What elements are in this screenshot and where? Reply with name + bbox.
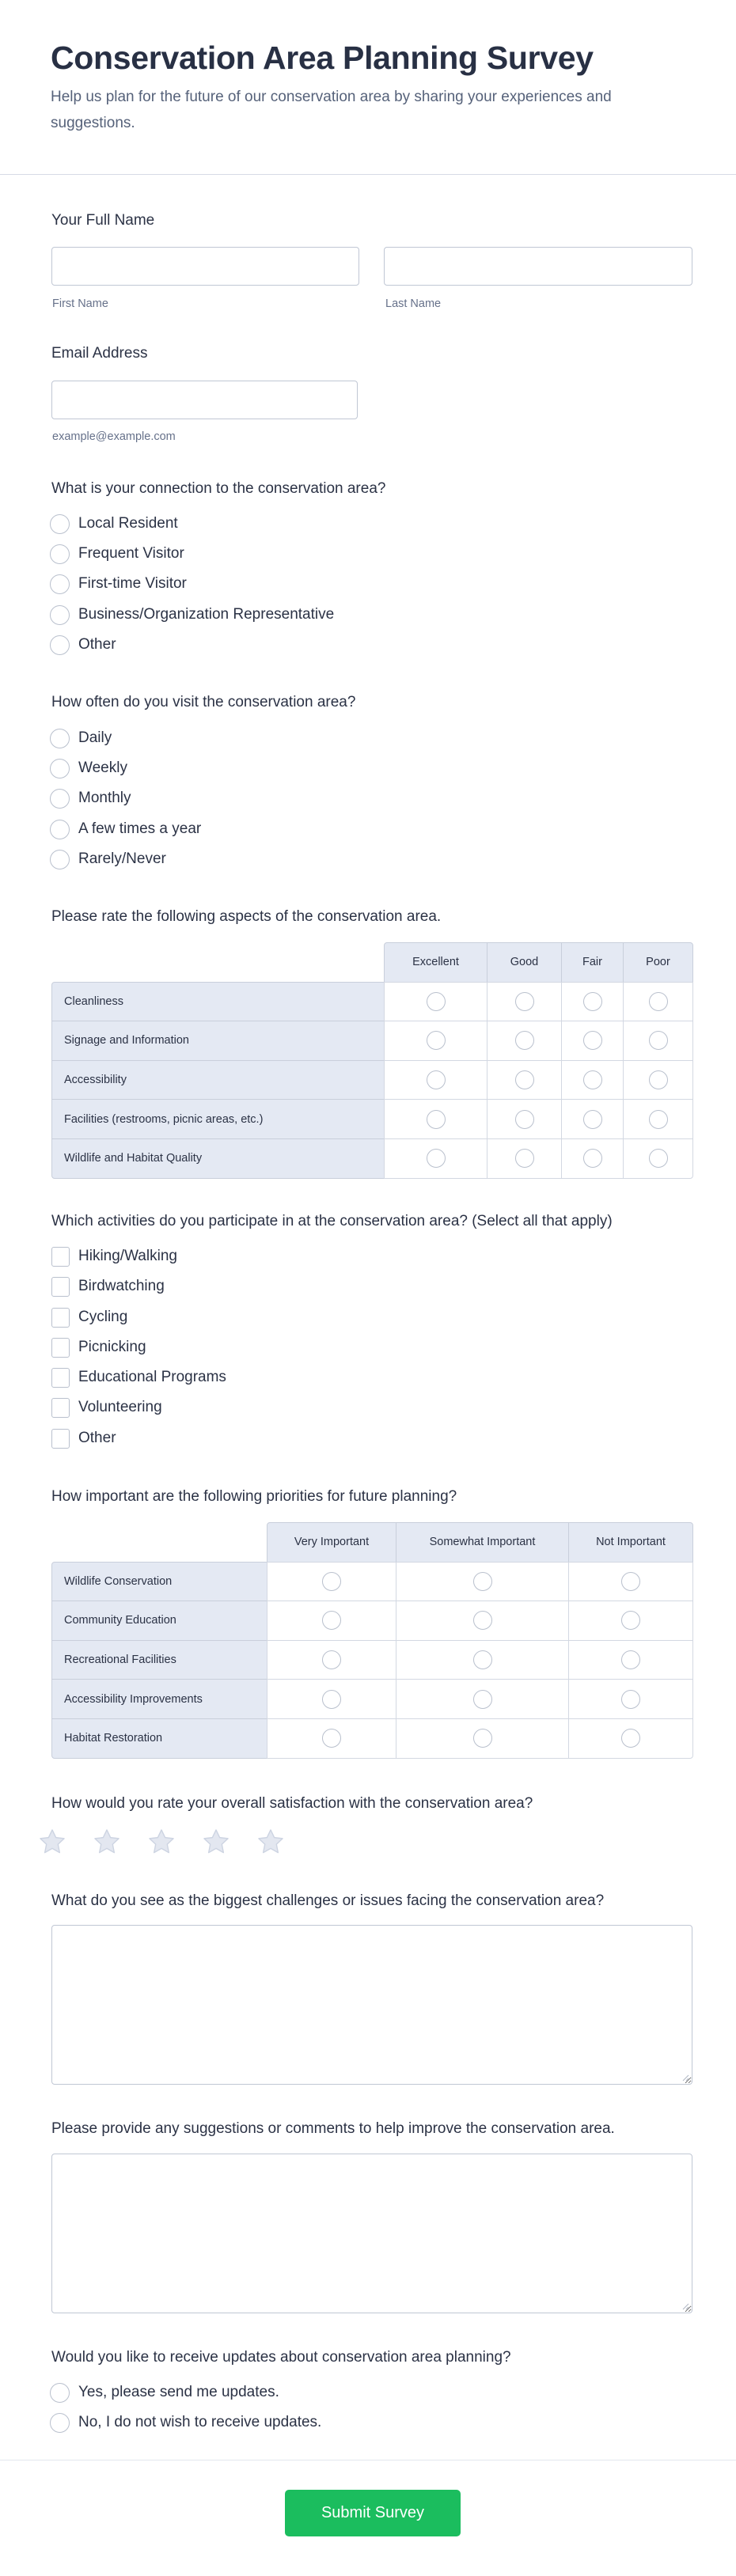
matrix-radio-button[interactable] bbox=[649, 1070, 668, 1089]
frequency-option[interactable] bbox=[50, 817, 201, 841]
rating-row-label: Accessibility bbox=[51, 1060, 385, 1100]
checkbox[interactable] bbox=[51, 1429, 70, 1449]
activity-option[interactable] bbox=[50, 1335, 146, 1359]
priority-column-header: Somewhat Important bbox=[396, 1522, 569, 1563]
matrix-radio-button[interactable] bbox=[621, 1729, 640, 1748]
rating-cell bbox=[623, 1138, 693, 1179]
rating-row-label: Wildlife and Habitat Quality bbox=[51, 1138, 385, 1179]
option-label: Frequent Visitor bbox=[78, 545, 184, 562]
rating-cell bbox=[487, 1021, 562, 1061]
frequency-option[interactable] bbox=[50, 847, 166, 871]
connection-option[interactable] bbox=[50, 603, 334, 627]
matrix-radio-button[interactable] bbox=[621, 1690, 640, 1709]
option-label: Other bbox=[78, 1430, 116, 1446]
radio-button[interactable] bbox=[50, 850, 70, 869]
matrix-radio-button[interactable] bbox=[621, 1572, 640, 1591]
matrix-radio-button[interactable] bbox=[515, 992, 534, 1011]
connection-option[interactable] bbox=[50, 542, 184, 566]
priority-cell bbox=[396, 1562, 569, 1602]
rating-cell bbox=[384, 1060, 488, 1100]
radio-button[interactable] bbox=[50, 544, 70, 564]
matrix-radio-button[interactable] bbox=[515, 1149, 534, 1168]
rating-cell bbox=[561, 1060, 624, 1100]
option-label: Yes, please send me updates. bbox=[78, 2384, 279, 2400]
rating-column-header: Poor bbox=[623, 942, 693, 983]
rating-cell bbox=[384, 1138, 488, 1179]
option-label: Birdwatching bbox=[78, 1278, 165, 1294]
rating-cell bbox=[384, 982, 488, 1022]
rating-cell bbox=[561, 1138, 624, 1179]
rating-cell bbox=[561, 1099, 624, 1139]
star-icon[interactable] bbox=[37, 1827, 67, 1857]
resize-handle-icon[interactable] bbox=[681, 2074, 689, 2082]
option-label: Weekly bbox=[78, 760, 127, 776]
radio-button[interactable] bbox=[50, 2413, 70, 2433]
rating-row-label: Signage and Information bbox=[51, 1021, 385, 1061]
matrix-radio-button[interactable] bbox=[322, 1729, 341, 1748]
matrix-radio-button[interactable] bbox=[515, 1110, 534, 1129]
priority-cell bbox=[396, 1679, 569, 1719]
email-input[interactable] bbox=[51, 381, 358, 419]
rating-cell bbox=[487, 982, 562, 1022]
option-label: Volunteering bbox=[78, 1399, 162, 1415]
rating-cell bbox=[487, 1060, 562, 1100]
satisfaction-question: How would you rate your overall satisfaction with the conservation area? bbox=[51, 1795, 533, 1812]
rating-cell bbox=[561, 982, 624, 1022]
radio-button[interactable] bbox=[50, 759, 70, 778]
activity-option[interactable] bbox=[50, 1305, 127, 1329]
rating-question: Please rate the following aspects of the conservation area. bbox=[51, 908, 442, 925]
challenges-question: What do you see as the biggest challenges or issues facing the conservation area? bbox=[51, 1892, 605, 1909]
rating-row-label: Facilities (restrooms, picnic areas, etc.) bbox=[51, 1099, 385, 1139]
priority-cell bbox=[568, 1601, 693, 1641]
connection-option[interactable] bbox=[50, 572, 187, 596]
checkbox[interactable] bbox=[51, 1247, 70, 1267]
star-icon[interactable] bbox=[146, 1827, 176, 1857]
rating-cell bbox=[623, 1099, 693, 1139]
matrix-radio-button[interactable] bbox=[322, 1690, 341, 1709]
option-label: Local Resident bbox=[78, 515, 178, 532]
priority-cell bbox=[568, 1562, 693, 1602]
priority-column-header: Very Important bbox=[267, 1522, 396, 1563]
page-subtitle: Help us plan for the future of our conservation area by sharing your experiences and suggestions. bbox=[51, 89, 612, 131]
page-title: Conservation Area Planning Survey bbox=[51, 40, 594, 76]
frequency-question: How often do you visit the conservation area? bbox=[51, 694, 356, 710]
checkbox[interactable] bbox=[51, 1277, 70, 1297]
matrix-radio-button[interactable] bbox=[649, 992, 668, 1011]
priority-question: How important are the following priorities for future planning? bbox=[51, 1488, 457, 1505]
priority-row-label: Habitat Restoration bbox=[51, 1718, 267, 1759]
radio-button[interactable] bbox=[50, 574, 70, 594]
first-name-sublabel: First Name bbox=[52, 297, 108, 310]
priority-row-label: Recreational Facilities bbox=[51, 1640, 267, 1680]
priority-cell bbox=[568, 1640, 693, 1680]
radio-button[interactable] bbox=[50, 789, 70, 809]
frequency-option[interactable] bbox=[50, 756, 127, 780]
suggestions-question: Please provide any suggestions or comments to help improve the conservation area. bbox=[51, 2120, 615, 2137]
matrix-radio-button[interactable] bbox=[473, 1611, 492, 1630]
option-label: Monthly bbox=[78, 790, 131, 806]
checkbox[interactable] bbox=[51, 1398, 70, 1418]
priority-cell bbox=[396, 1640, 569, 1680]
radio-button[interactable] bbox=[50, 729, 70, 748]
radio-button[interactable] bbox=[50, 820, 70, 839]
updates-option[interactable] bbox=[50, 2411, 321, 2434]
checkbox[interactable] bbox=[51, 1368, 70, 1388]
priority-row-label: Community Education bbox=[51, 1601, 267, 1641]
checkbox[interactable] bbox=[51, 1338, 70, 1358]
matrix-radio-button[interactable] bbox=[427, 992, 446, 1011]
matrix-radio-button[interactable] bbox=[427, 1031, 446, 1050]
star-icon[interactable] bbox=[201, 1827, 231, 1857]
matrix-radio-button[interactable] bbox=[649, 1031, 668, 1050]
rating-cell bbox=[623, 1021, 693, 1061]
full-name-label: Your Full Name bbox=[51, 212, 155, 229]
matrix-radio-button[interactable] bbox=[649, 1149, 668, 1168]
rating-cell bbox=[487, 1138, 562, 1179]
priority-cell bbox=[396, 1718, 569, 1759]
radio-button[interactable] bbox=[50, 514, 70, 534]
matrix-radio-button[interactable] bbox=[473, 1729, 492, 1748]
option-label: No, I do not wish to receive updates. bbox=[78, 2414, 322, 2430]
matrix-radio-button[interactable] bbox=[427, 1110, 446, 1129]
frequency-option[interactable] bbox=[50, 786, 131, 810]
radio-button[interactable] bbox=[50, 605, 70, 625]
option-label: A few times a year bbox=[78, 820, 202, 837]
matrix-radio-button[interactable] bbox=[322, 1650, 341, 1669]
matrix-radio-button[interactable] bbox=[583, 1110, 602, 1129]
email-label: Email Address bbox=[51, 345, 148, 362]
matrix-radio-button[interactable] bbox=[473, 1650, 492, 1669]
activity-option[interactable] bbox=[50, 1396, 162, 1419]
priority-cell bbox=[267, 1601, 396, 1641]
priority-cell bbox=[568, 1718, 693, 1759]
option-label: Daily bbox=[78, 729, 112, 746]
checkbox[interactable] bbox=[51, 1308, 70, 1328]
matrix-radio-button[interactable] bbox=[621, 1611, 640, 1630]
priority-row-label: Wildlife Conservation bbox=[51, 1562, 267, 1602]
matrix-radio-button[interactable] bbox=[583, 1031, 602, 1050]
star-icon[interactable] bbox=[256, 1827, 286, 1857]
email-sublabel: example@example.com bbox=[52, 430, 176, 443]
priority-cell bbox=[267, 1679, 396, 1719]
activity-option[interactable] bbox=[50, 1366, 226, 1389]
option-label: Other bbox=[78, 636, 116, 653]
star-icon[interactable] bbox=[92, 1827, 122, 1857]
option-label: First-time Visitor bbox=[78, 575, 187, 592]
matrix-radio-button[interactable] bbox=[583, 1149, 602, 1168]
activities-question: Which activities do you participate in at the conservation area? (Select all that apply) bbox=[51, 1213, 613, 1229]
submit-button[interactable]: Submit Survey bbox=[285, 2490, 461, 2536]
rating-cell bbox=[384, 1021, 488, 1061]
option-label: Business/Organization Representative bbox=[78, 606, 335, 623]
connection-option[interactable] bbox=[50, 633, 116, 657]
priority-cell bbox=[396, 1601, 569, 1641]
rating-column-header: Fair bbox=[561, 942, 624, 983]
frequency-option[interactable] bbox=[50, 726, 112, 750]
matrix-radio-button[interactable] bbox=[583, 1070, 602, 1089]
matrix-radio-button[interactable] bbox=[473, 1690, 492, 1709]
updates-option[interactable] bbox=[50, 2381, 279, 2404]
priority-column-header: Not Important bbox=[568, 1522, 693, 1563]
option-label: Cycling bbox=[78, 1309, 128, 1325]
challenges-textarea[interactable] bbox=[51, 1925, 692, 2085]
rating-cell bbox=[623, 982, 693, 1022]
priority-cell bbox=[568, 1679, 693, 1719]
rating-row-label: Cleanliness bbox=[51, 982, 385, 1022]
matrix-radio-button[interactable] bbox=[583, 992, 602, 1011]
rating-cell bbox=[487, 1099, 562, 1139]
updates-question: Would you like to receive updates about conservation area planning? bbox=[51, 2349, 511, 2366]
matrix-radio-button[interactable] bbox=[322, 1572, 341, 1591]
activity-option[interactable] bbox=[50, 1426, 116, 1450]
last-name-sublabel: Last Name bbox=[385, 297, 442, 310]
option-label: Educational Programs bbox=[78, 1369, 226, 1385]
matrix-radio-button[interactable] bbox=[515, 1031, 534, 1050]
activity-option[interactable] bbox=[50, 1244, 177, 1268]
matrix-radio-button[interactable] bbox=[427, 1149, 446, 1168]
form-header bbox=[0, 0, 736, 175]
radio-button[interactable] bbox=[50, 635, 70, 655]
activity-option[interactable] bbox=[50, 1275, 165, 1298]
last-name-input[interactable] bbox=[384, 247, 692, 286]
suggestions-textarea[interactable] bbox=[51, 2154, 692, 2313]
priority-cell bbox=[267, 1562, 396, 1602]
rating-cell bbox=[561, 1021, 624, 1061]
matrix-radio-button[interactable] bbox=[515, 1070, 534, 1089]
rating-cell bbox=[623, 1060, 693, 1100]
priority-cell bbox=[267, 1718, 396, 1759]
resize-handle-icon[interactable] bbox=[681, 2302, 689, 2310]
matrix-radio-button[interactable] bbox=[322, 1611, 341, 1630]
matrix-radio-button[interactable] bbox=[473, 1572, 492, 1591]
option-label: Hiking/Walking bbox=[78, 1248, 177, 1264]
priority-cell bbox=[267, 1640, 396, 1680]
first-name-input[interactable] bbox=[51, 247, 359, 286]
rating-cell bbox=[384, 1099, 488, 1139]
connection-question: What is your connection to the conservation area? bbox=[51, 480, 386, 497]
matrix-radio-button[interactable] bbox=[621, 1650, 640, 1669]
rating-column-header: Good bbox=[487, 942, 562, 983]
matrix-radio-button[interactable] bbox=[649, 1110, 668, 1129]
priority-row-label: Accessibility Improvements bbox=[51, 1679, 267, 1719]
matrix-radio-button[interactable] bbox=[427, 1070, 446, 1089]
option-label: Rarely/Never bbox=[78, 850, 166, 867]
connection-option[interactable] bbox=[50, 512, 178, 536]
radio-button[interactable] bbox=[50, 2383, 70, 2403]
rating-column-header: Excellent bbox=[384, 942, 488, 983]
option-label: Picnicking bbox=[78, 1339, 146, 1355]
